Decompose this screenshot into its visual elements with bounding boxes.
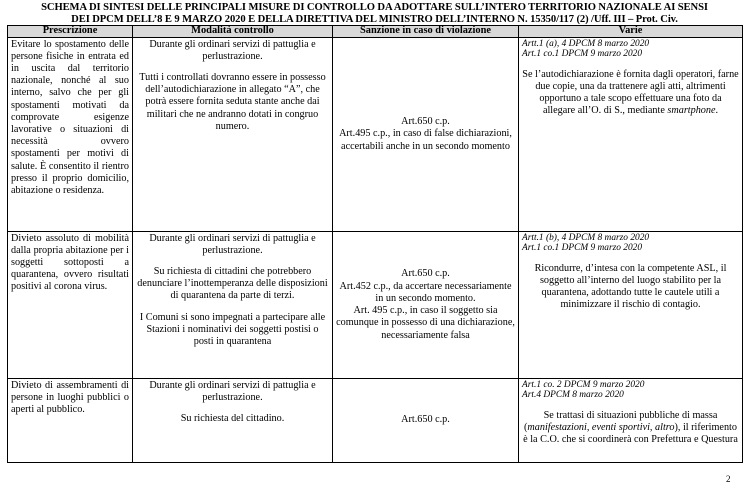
table-header-row [8, 26, 743, 38]
document-title [7, 2, 742, 25]
title-line-1: SCHEMA DI SINTESI DELLE PRINCIPALI MISURE DI CONTROLLO DA ADOTTARE SULL’INTERO TERRITORIO NAZIONALE AI SENSI [41, 2, 708, 13]
cell-prescrizione: Evitare lo spostamento delle persone fisiche in entrata ed in uscita dal territorio nazionale, nonché al suo interno, salvo che per gli spostamenti motivati da comprovate esigenze lavorative o situazioni di necessità ovvero spostamenti per motivi di salute. È consentito il rientro presso il proprio domicilio, abitazione o residenza. [8, 37, 133, 231]
sanzione-paragraph: Art.650 c.p. [401, 116, 450, 128]
modalita-paragraph: Su richiesta del cittadino. [180, 413, 285, 424]
varie-reference: Artt.1 (b), 4 DPCM 8 marzo 2020 [522, 232, 650, 243]
header-modalita: Modalità controllo [133, 26, 333, 38]
cell-prescrizione: Divieto assoluto di mobilità dalla propria abitazione per i soggetti sottoposti a quarantena, ovvero risultati positivi al corona virus. [8, 231, 133, 378]
modalita-paragraph: Durante gli ordinari servizi di pattuglia e perlustrazione. [149, 38, 316, 62]
varie-note: Se trattasi di situazioni pubbliche di massa (manifestazioni, eventi sportivi, altro), il riferimento è la C.O. che si coordinerà con Prefettura e Questura [523, 409, 738, 445]
varie-note: Se l’autodichiarazione è fornita dagli operatori, farne due copie, una da trattenere agli atti, altrimenti opportuno a tale scopo effettuare una foto da allegare all’O. di S., mediante smartphone. [522, 68, 739, 117]
varie-reference: Art.1 co.1 DPCM 9 marzo 2020 [522, 49, 643, 60]
sanzione-paragraph: Art. 495 c.p., in caso il soggetto sia comunque in possesso di una dichiarazione, necessariamente falsa [336, 305, 515, 341]
modalita-paragraph: Su richiesta di cittadini che potrebbero denunciare l’inottemperanza delle disposizioni di quarantena da parte di terzi. [137, 266, 328, 302]
header-varie: Varie [519, 26, 743, 38]
cell-sanzione [333, 37, 519, 231]
header-prescrizione: Prescrizione [8, 26, 133, 38]
cell-modalita [133, 231, 333, 378]
varie-reference: Art.1 co. 2 DPCM 9 marzo 2020 [522, 379, 645, 390]
cell-modalita [133, 37, 333, 231]
measures-table [7, 25, 743, 463]
page-number: 2 [726, 474, 731, 484]
varie-reference: Art.1 co.1 DPCM 9 marzo 2020 [522, 243, 643, 254]
cell-prescrizione: Divieto di assembramenti di persone in luoghi pubblici o aperti al pubblico. [8, 378, 133, 462]
cell-sanzione [333, 231, 519, 378]
title-line-2: DEI DPCM DELL’8 E 9 MARZO 2020 E DELLA DIRETTIVA DEL MINISTRO DELL’INTERNO N. 15350/117 (2) /Uff. III – Prot. Civ. [71, 13, 678, 25]
header-sanzione: Sanzione in caso di violazione [333, 26, 519, 38]
document-sheet [7, 2, 742, 463]
cell-varie [519, 378, 743, 462]
modalita-paragraph: Durante gli ordinari servizi di pattuglia e perlustrazione. [149, 379, 316, 403]
modalita-paragraph: I Comuni si sono impegnati a partecipare alle Stazioni i nominativi dei soggetti postisi o posti in quarantena [139, 311, 326, 348]
table-row [8, 37, 743, 231]
table-row [8, 378, 743, 462]
sanzione-paragraph: Art.452 c.p., da accertare necessariamente in un secondo momento. [339, 280, 512, 304]
modalita-paragraph: Tutti i controllati dovranno essere in possesso dell’autodichiarazione in allegato “A”, che potrà essere fornita seduta stante anche dai militari che ne andranno dotati in congruo numero. [139, 72, 326, 132]
modalita-paragraph: Durante gli ordinari servizi di pattuglia e perlustrazione. [149, 232, 316, 256]
varie-reference: Artt.1 (a), 4 DPCM 8 marzo 2020 [522, 38, 650, 49]
table-row [8, 231, 743, 378]
varie-note: Ricondurre, d’intesa con la competente ASL, il soggetto all’interno del luogo stabilito per la quarantena, adottando tutte le cautele utili a minimizzare il rischio di contagio. [534, 262, 727, 311]
sanzione-paragraph: Art.650 c.p. [401, 268, 450, 280]
sanzione-paragraph: Art.495 c.p., in caso di false dichiarazioni, accertabili anche in un secondo momento [339, 128, 512, 152]
cell-varie [519, 231, 743, 378]
varie-reference: Art.4 DPCM 8 marzo 2020 [522, 390, 624, 401]
cell-varie [519, 37, 743, 231]
cell-sanzione [333, 378, 519, 462]
cell-modalita [133, 378, 333, 462]
sanzione-paragraph: Art.650 c.p. [401, 414, 450, 426]
